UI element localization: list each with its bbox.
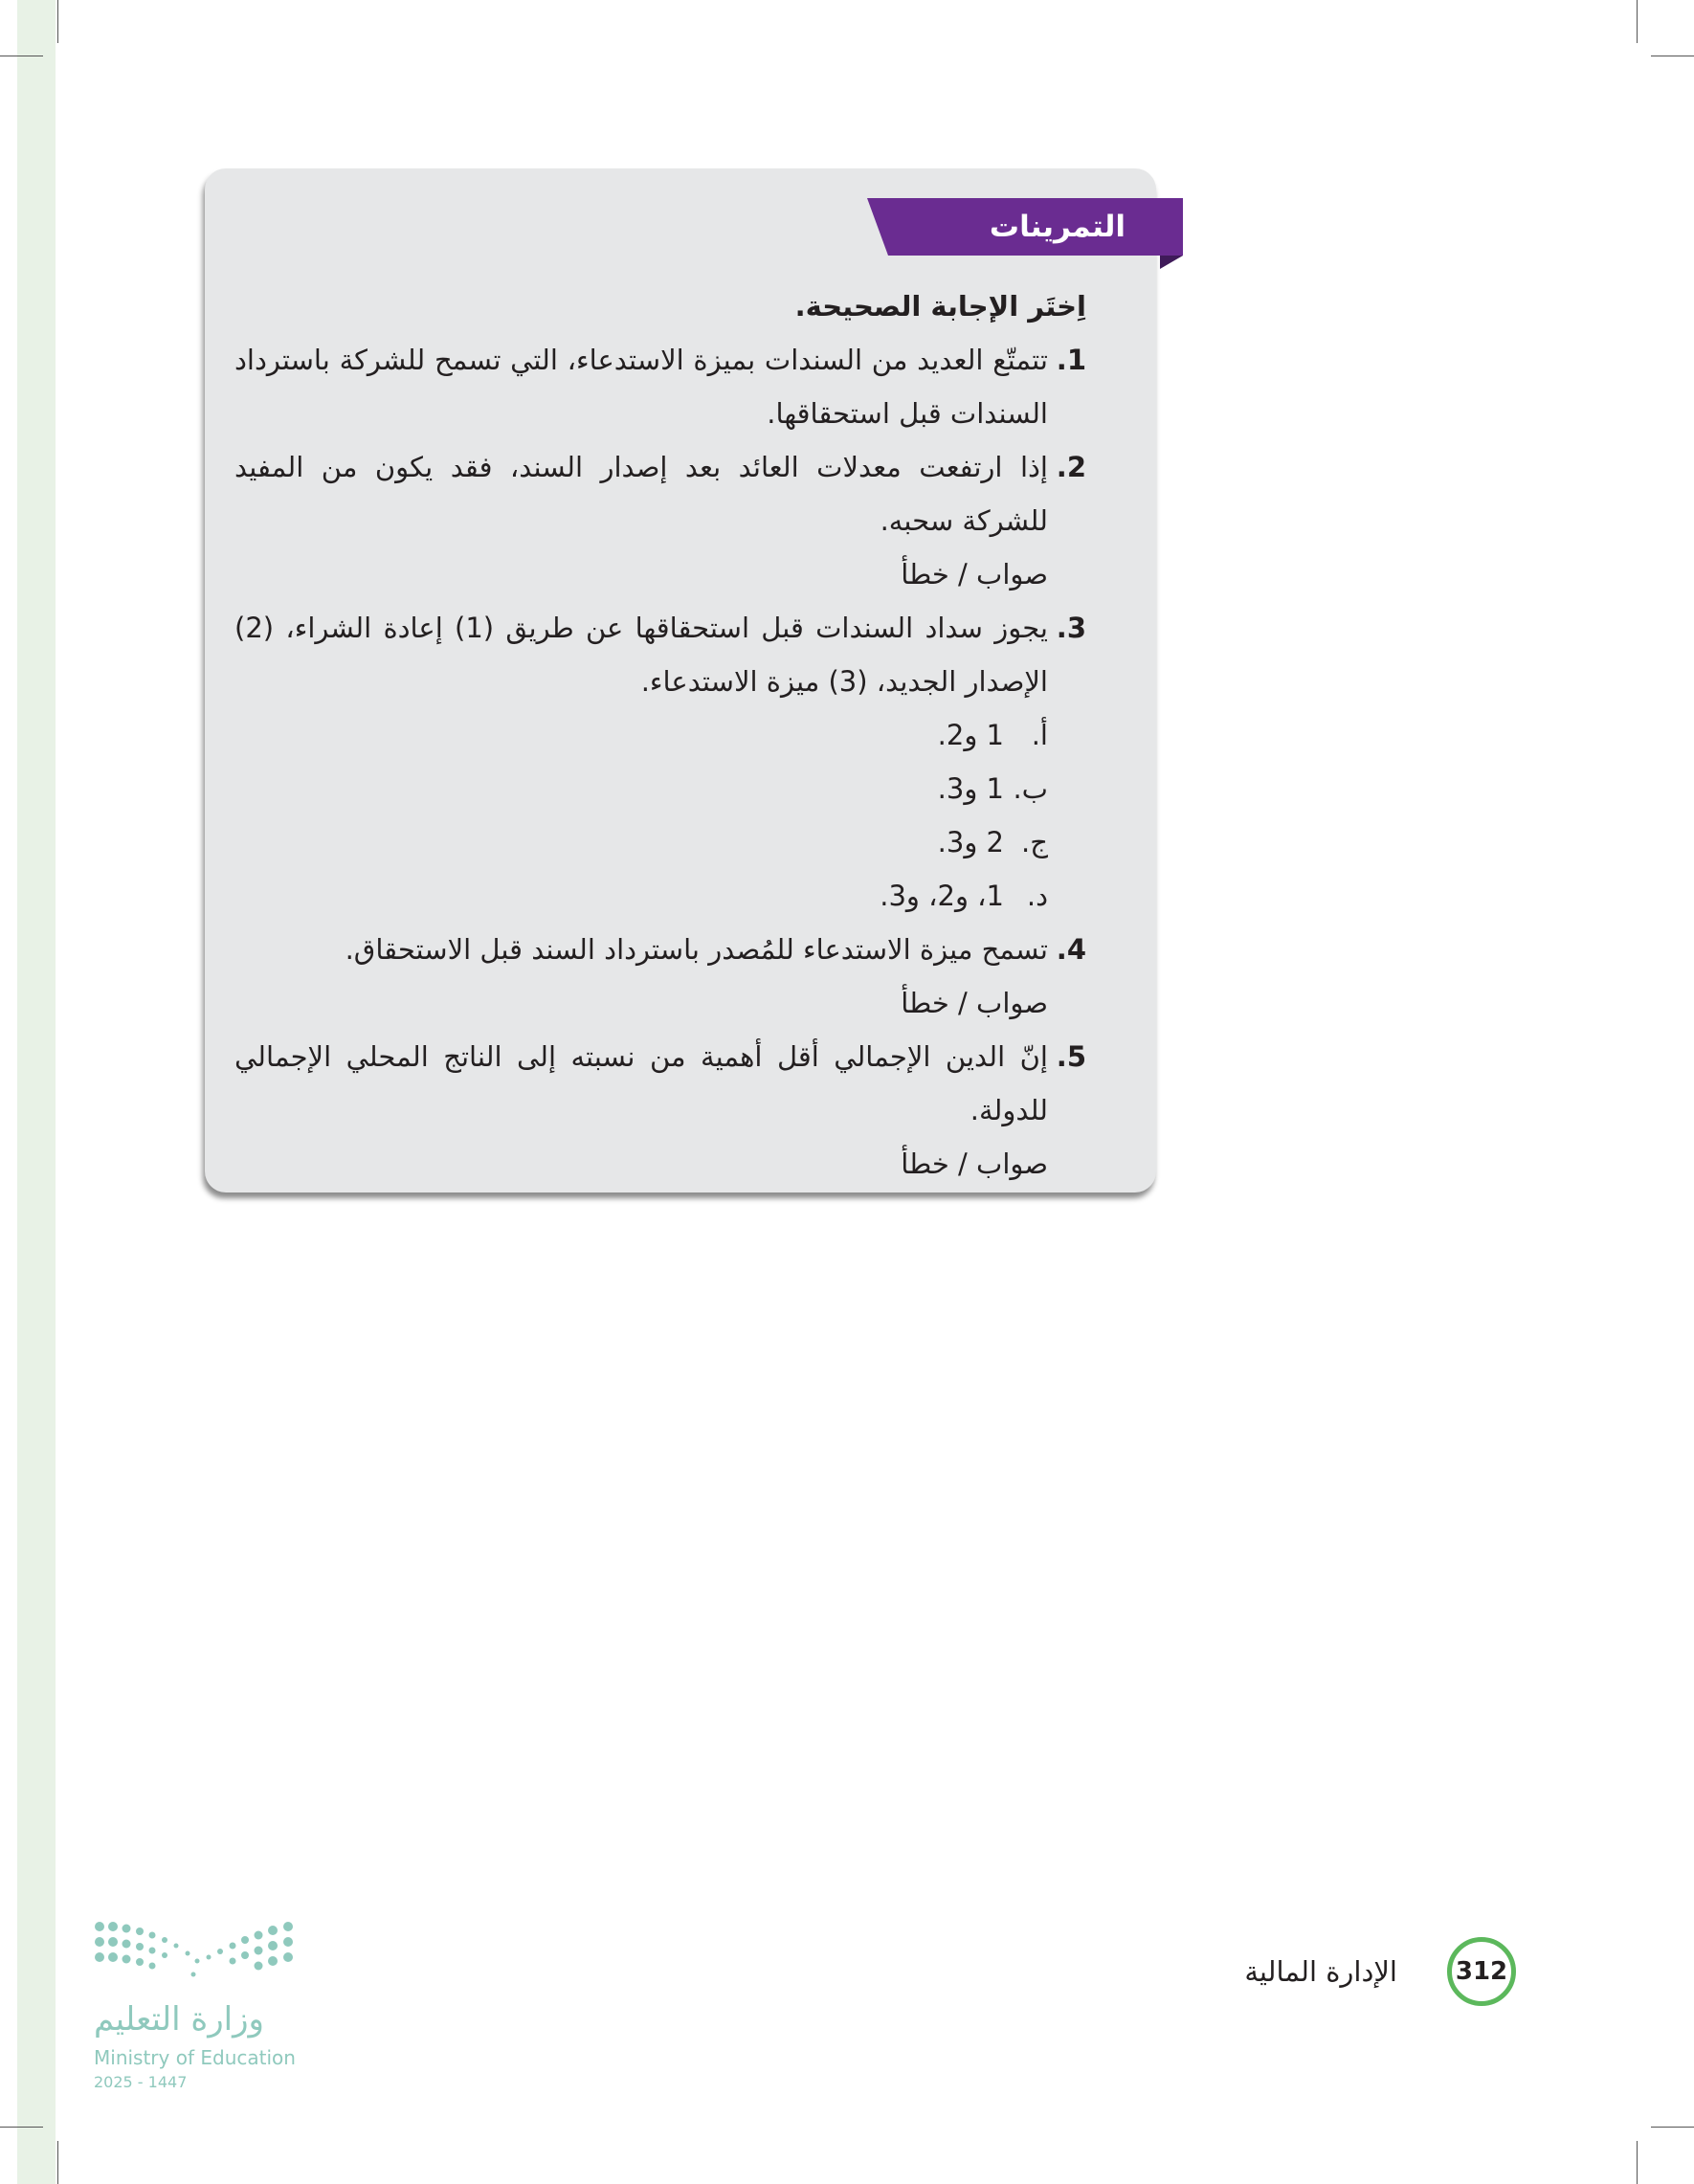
question-number: 1. bbox=[1056, 344, 1086, 376]
crop-mark bbox=[1637, 0, 1638, 43]
banner-fold bbox=[1160, 256, 1183, 269]
question-number: 4. bbox=[1056, 933, 1086, 966]
option-b bbox=[234, 762, 1086, 815]
exercise-content bbox=[234, 279, 1086, 1191]
logo-arabic-text: وزارة التعليم bbox=[94, 2000, 264, 2039]
question-2 bbox=[234, 440, 1086, 547]
instruction: اِختَر الإجابة الصحيحة. bbox=[794, 290, 1086, 323]
option-letter: أ. bbox=[1031, 719, 1048, 751]
crop-mark bbox=[1637, 2141, 1638, 2184]
question-text: تسمح ميزة الاستدعاء للمُصدر باسترداد السند قبل الاستحقاق. bbox=[345, 933, 1048, 966]
true-false-choice: صواب / خطأ bbox=[901, 1148, 1048, 1180]
question-number: 2. bbox=[1056, 451, 1086, 483]
logo-english-text: Ministry of Education bbox=[94, 2046, 296, 2069]
option-text: 1، و2، و3. bbox=[880, 880, 1004, 912]
crop-mark bbox=[57, 0, 58, 43]
question-text: إذا ارتفعت معدلات العائد بعد إصدار السند، فقد يكون من المفيد للشركة سحبه. bbox=[234, 451, 1048, 537]
page-number: 312 bbox=[1447, 1937, 1516, 2006]
option-d bbox=[234, 869, 1086, 923]
crop-mark bbox=[57, 2141, 58, 2184]
question-text: إنّ الدين الإجمالي أقل أهمية من نسبته إلى الناتج المحلي الإجمالي للدولة. bbox=[234, 1040, 1048, 1126]
crop-mark bbox=[0, 2127, 43, 2128]
book-title: الإدارة المالية bbox=[1244, 1955, 1397, 1988]
option-c bbox=[234, 815, 1086, 869]
option-a bbox=[234, 708, 1086, 762]
logo-year: 2025 - 1447 bbox=[94, 2073, 188, 2091]
true-false-choice: صواب / خطأ bbox=[901, 558, 1048, 591]
question-text: تتمتّع العديد من السندات بميزة الاستدعاء، التي تسمح للشركة باسترداد السندات قبل استحقاقها. bbox=[234, 344, 1048, 430]
option-text: 1 و3. bbox=[937, 772, 1004, 805]
question-1 bbox=[234, 333, 1086, 440]
option-letter: د. bbox=[1026, 880, 1048, 912]
question-text: يجوز سداد السندات قبل استحقاقها عن طريق (1) إعادة الشراء، (2) الإصدار الجديد، (3) ميزة الاستدعاء. bbox=[234, 612, 1048, 698]
option-text: 1 و2. bbox=[937, 719, 1004, 751]
true-false-choice: صواب / خطأ bbox=[901, 987, 1048, 1019]
option-letter: ب. bbox=[1013, 772, 1048, 805]
option-letter: ج. bbox=[1021, 826, 1048, 858]
ministry-logo-icon bbox=[94, 1919, 300, 1991]
question-3 bbox=[234, 601, 1086, 708]
question-number: 5. bbox=[1056, 1040, 1086, 1073]
side-color-strip bbox=[17, 0, 56, 2184]
exercise-title: التمرينات bbox=[989, 210, 1126, 244]
option-text: 2 و3. bbox=[937, 826, 1004, 858]
question-4 bbox=[234, 923, 1086, 976]
question-number: 3. bbox=[1056, 612, 1086, 644]
question-5 bbox=[234, 1030, 1086, 1137]
crop-mark bbox=[1651, 2127, 1694, 2128]
